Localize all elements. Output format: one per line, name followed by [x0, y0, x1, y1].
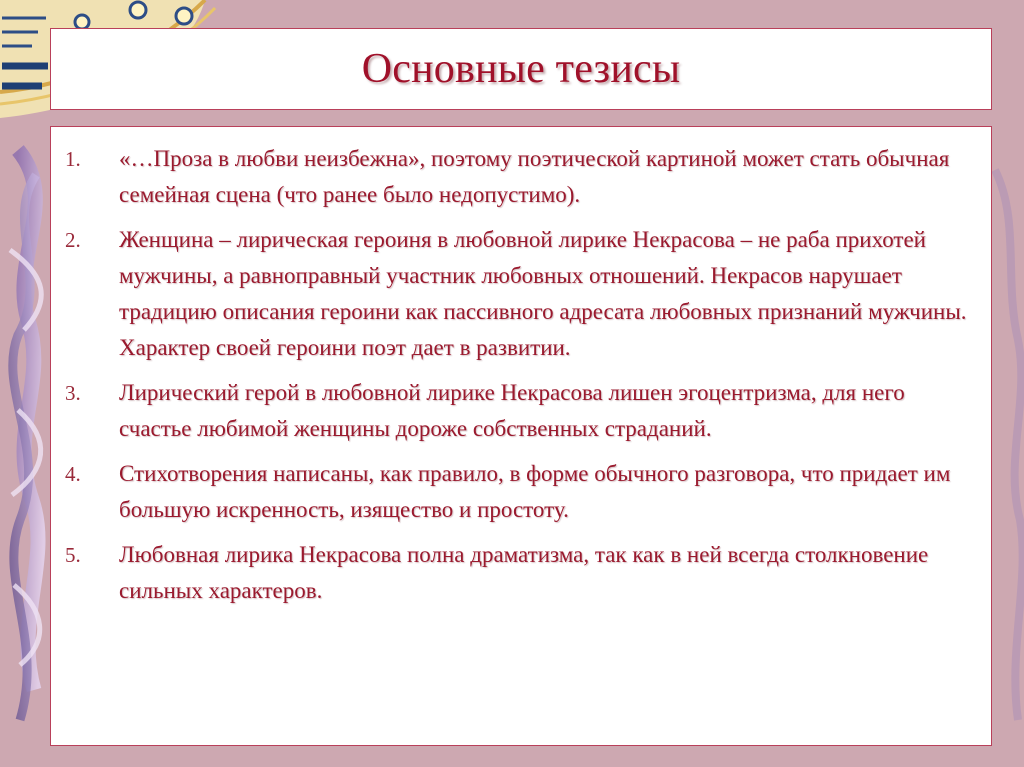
theses-panel	[50, 126, 992, 746]
theses-list	[51, 127, 991, 609]
thesis-text: Стихотворения написаны, как правило, в форме обычного разговора, что придает им большую искренность, изящество и простоту.	[119, 461, 951, 522]
thesis-item-1	[65, 141, 971, 213]
thesis-text: Лирический герой в любовной лирике Некрасова лишен эгоцентризма, для него счастье любимой женщины дороже собственных страданий.	[119, 380, 905, 441]
thesis-item-3	[65, 375, 971, 447]
thesis-item-4	[65, 456, 971, 528]
thesis-item-5	[65, 537, 971, 609]
thesis-number: 4.	[65, 462, 81, 486]
title-panel	[50, 28, 992, 110]
thesis-item-2	[65, 222, 971, 366]
page-title: Основные тезисы	[361, 46, 681, 92]
thesis-text: Женщина – лирическая героиня в любовной лирике Некрасова – не раба прихотей мужчины, а равноправный участник любовных отношений. Некрасов нарушает традицию описания героини как пассивного адресата любовных признаний мужчины. Характер своей героини поэт дает в развитии.	[119, 227, 967, 360]
thesis-text: «…Проза в любви неизбежна», поэтому поэтической картиной может стать обычная семейная сцена (что ранее было недопустимо).	[119, 146, 950, 207]
thesis-number: 5.	[65, 543, 81, 567]
thesis-text: Любовная лирика Некрасова полна драматизма, так как в ней всегда столкновение сильных характеров.	[119, 542, 929, 603]
thesis-number: 3.	[65, 381, 81, 405]
thesis-number: 2.	[65, 228, 81, 252]
thesis-number: 1.	[65, 147, 81, 171]
